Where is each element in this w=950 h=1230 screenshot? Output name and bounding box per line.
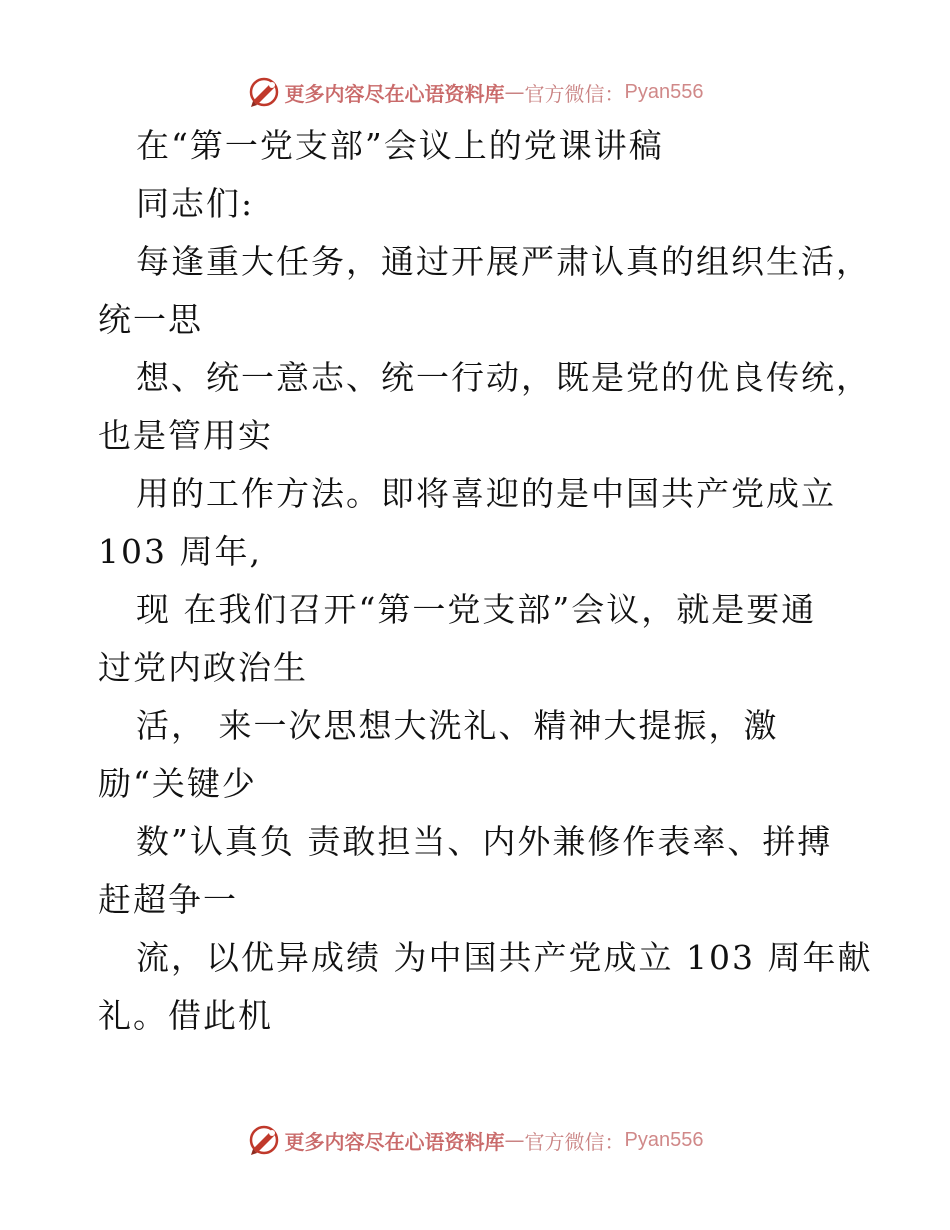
pen-logo-icon xyxy=(247,1123,281,1157)
text-line: 每逢重大任务，通过开展严肃认真的组织生活， xyxy=(136,242,871,281)
banner-wechat-id: Pyan556 xyxy=(624,80,704,103)
text-line: 活， 来一次思想大洗礼、精神大提振，激 xyxy=(136,706,779,745)
text-line: 用的工作方法。即将喜迎的是中国共产党成立 xyxy=(136,474,836,513)
banner-subtext: 官方微信： xyxy=(524,1129,625,1154)
text-line: 也是管用实 xyxy=(98,416,273,455)
text-line: 礼。借此机 xyxy=(98,996,273,1035)
banner-wechat-id: Pyan556 xyxy=(624,1128,704,1151)
text-line: 励“关键少 xyxy=(98,764,257,803)
header-banner xyxy=(0,72,950,112)
banner-main-text: 更多内容尽在心语资料库 xyxy=(284,81,505,106)
document-title: 在“第一党支部”会议上的党课讲稿 xyxy=(136,126,664,165)
text-line: 赶超争一 xyxy=(98,880,238,919)
text-line: 流，以优异成绩 为中国共产党成立 103 周年献 xyxy=(136,938,873,977)
banner-separator: — xyxy=(504,1128,525,1152)
salutation: 同志们: xyxy=(136,184,255,223)
text-line: 现 在我们召开“第一党支部”会议，就是要通 xyxy=(136,590,817,629)
footer-banner xyxy=(0,1120,950,1160)
banner-main-text: 更多内容尽在心语资料库 xyxy=(284,1129,505,1154)
pen-logo-icon xyxy=(247,75,281,109)
text-line: 统一思 xyxy=(98,300,203,339)
text-line: 103 周年, xyxy=(98,532,262,571)
text-line: 数”认真负 责敢担当、内外兼修作表率、拼搏 xyxy=(136,822,833,861)
banner-subtext: 官方微信： xyxy=(524,81,625,106)
banner-separator: — xyxy=(504,80,525,104)
text-line: 想、统一意志、统一行动，既是党的优良传统， xyxy=(136,358,871,397)
text-line: 过党内政治生 xyxy=(98,648,308,687)
